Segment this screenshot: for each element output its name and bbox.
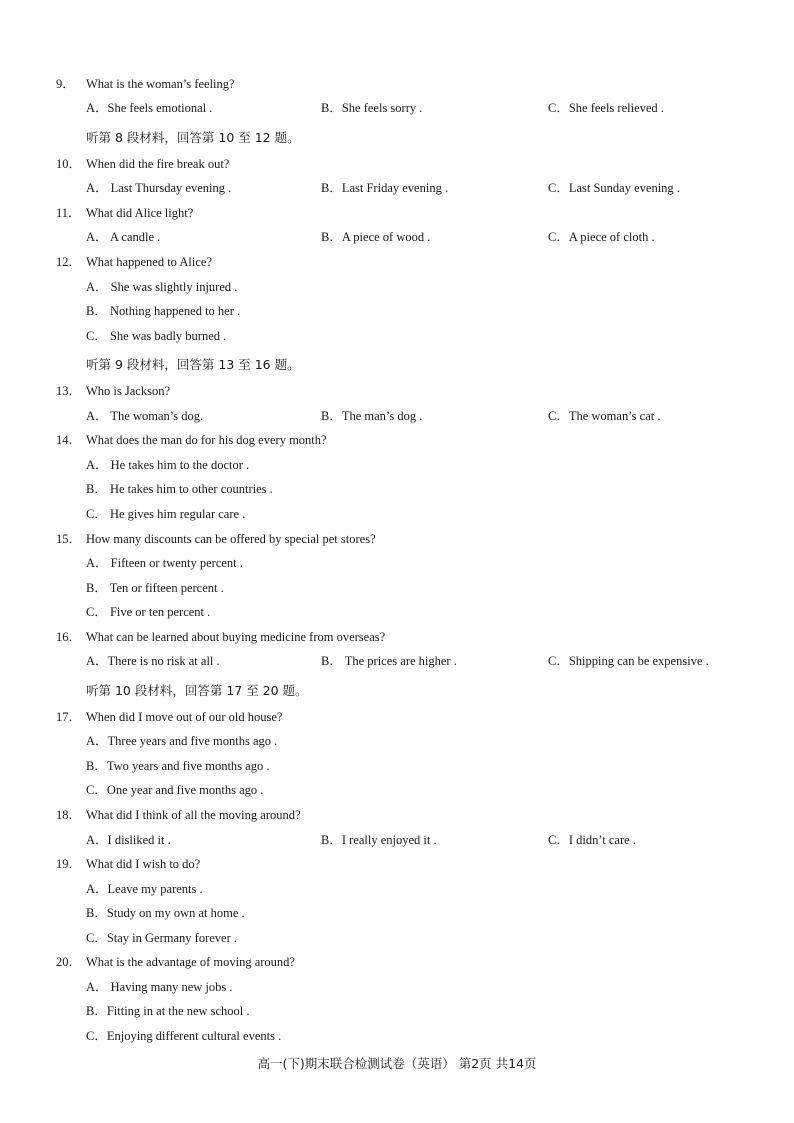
question-number: 17． — [56, 710, 82, 724]
option-b: B．Last Friday evening . — [321, 181, 449, 195]
question-text: When did I move out of our old house? — [86, 710, 283, 724]
option-b: B． Ten or fifteen percent . — [86, 581, 224, 595]
option-c: C．One year and five months ago . — [86, 783, 264, 797]
option-c: C．Last Sunday evening . — [548, 181, 680, 195]
option-a: A．Leave my parents . — [86, 882, 203, 896]
option-a: A． The woman’s dog. — [86, 409, 204, 423]
option-b: B．Two years and five months ago . — [86, 759, 270, 773]
question-text: What did Alice light? — [86, 206, 194, 220]
section-instruction-10: 听第 10 段材料，回答第 17 至 20 题。 — [86, 683, 308, 698]
option-c: C．The woman’s cat . — [548, 409, 661, 423]
option-a: A．I disliked it . — [86, 833, 171, 847]
option-b: B．Study on my own at home . — [86, 906, 245, 920]
question-number: 9． — [56, 77, 75, 91]
option-c: C．She feels relieved . — [548, 101, 664, 115]
option-c: C．Enjoying different cultural events . — [86, 1029, 282, 1043]
question-text: Who is Jackson? — [86, 384, 171, 398]
question-number: 13． — [56, 384, 82, 398]
option-b: B．She feels sorry . — [321, 101, 423, 115]
option-b: B． He takes him to other countries . — [86, 482, 273, 496]
page-footer: 高一(下)期末联合检测试卷（英语） 第2页 共14页 — [257, 1056, 537, 1071]
option-c: C．Stay in Germany forever . — [86, 931, 238, 945]
question-number: 19． — [56, 857, 82, 871]
option-b: B．The man’s dog . — [321, 409, 423, 423]
question-number: 11． — [56, 206, 81, 220]
question-number: 15． — [56, 532, 82, 546]
question-text: When did the fire break out? — [86, 157, 230, 171]
option-c: C． He gives him regular care . — [86, 507, 246, 521]
question-text: What is the woman’s feeling? — [86, 77, 235, 91]
option-a: A． She was slightly injured . — [86, 280, 238, 294]
section-instruction-8: 听第 8 段材料，回答第 10 至 12 题。 — [86, 130, 300, 145]
option-a: A． A candle . — [86, 230, 161, 244]
option-b: B．A piece of wood . — [321, 230, 431, 244]
section-instruction-9: 听第 9 段材料，回答第 13 至 16 题。 — [86, 357, 300, 372]
question-text: What does the man do for his dog every month? — [86, 433, 327, 447]
option-a: A． Last Thursday evening . — [86, 181, 232, 195]
question-number: 10． — [56, 157, 82, 171]
option-a: A． He takes him to the doctor . — [86, 458, 250, 472]
option-c: C． She was badly burned . — [86, 329, 227, 343]
question-number: 12． — [56, 255, 82, 269]
option-b: B． Nothing happened to her . — [86, 304, 241, 318]
question-text: What did I wish to do? — [86, 857, 201, 871]
option-b: B． The prices are higher . — [321, 654, 457, 668]
question-text: What did I think of all the moving around? — [86, 808, 301, 822]
option-a: A．Three years and five months ago . — [86, 734, 278, 748]
option-c: C．A piece of cloth . — [548, 230, 655, 244]
option-a: A． Having many new jobs . — [86, 980, 233, 994]
question-text: What happened to Alice? — [86, 255, 212, 269]
option-c: C．I didn’t care . — [548, 833, 636, 847]
option-b: B．I really enjoyed it . — [321, 833, 437, 847]
question-number: 14． — [56, 433, 82, 447]
question-number: 18． — [56, 808, 82, 822]
option-a: A．There is no risk at all . — [86, 654, 220, 668]
option-a: A．She feels emotional . — [86, 101, 213, 115]
option-c: C．Shipping can be expensive . — [548, 654, 709, 668]
option-c: C． Five or ten percent . — [86, 605, 211, 619]
question-text: What can be learned about buying medicine from overseas? — [86, 630, 386, 644]
option-a: A． Fifteen or twenty percent . — [86, 556, 243, 570]
question-number: 20． — [56, 955, 82, 969]
question-number: 16． — [56, 630, 82, 644]
question-text: What is the advantage of moving around? — [86, 955, 295, 969]
question-text: How many discounts can be offered by special pet stores? — [86, 532, 376, 546]
option-b: B．Fitting in at the new school . — [86, 1004, 250, 1018]
